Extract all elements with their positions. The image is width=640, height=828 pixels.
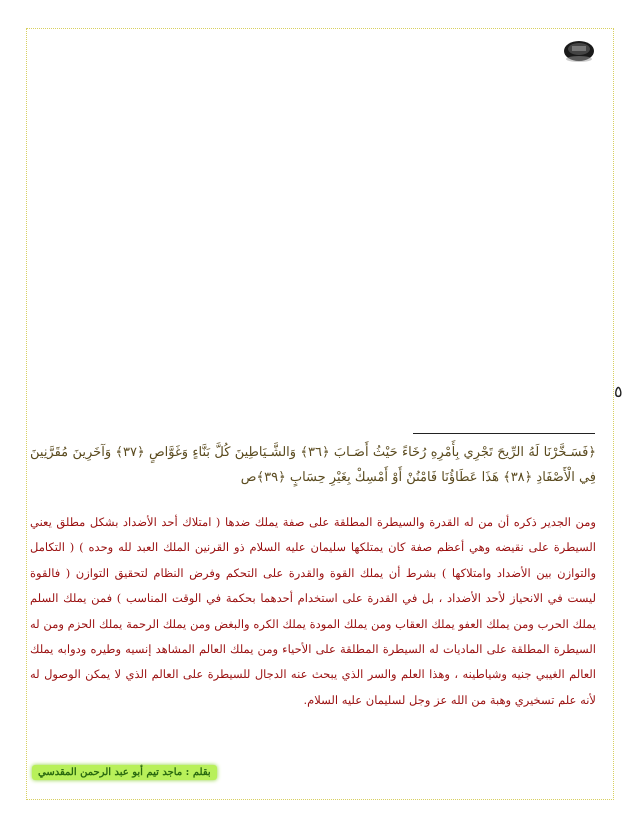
page-number: ٥ <box>614 382 623 401</box>
author-signature: بقلم : ماجد تيم أبو عبد الرحمن المقدسي <box>32 765 217 780</box>
body-paragraph: ومن الجدير ذكره أن من له القدرة والسيطرة المطلقة على صفة يملك ضدها ( امتلاك أحد الأضداد بشكل مطلق يعني السيطرة على نقيضه وهي أعظم صفة كان يمتلكها سليمان عليه السلام ذو القرنين الملك العبد لله وحده ) ( التكامل والتوازن بين الأضداد وامتلاكها ) بشرط أن يملك القوة والقدرة على التحكم وفرض النظام لتحقيق التوازن ( فالقوة ليست في الانحياز لأحد الأضداد ، بل في القدرة على استخدام أحدهما بحكمة في الوقت المناسب ) فمن يملك السلم يملك الحرب ومن يملك العفو يملك العقاب ومن يملك المودة يملك الكره والبغض ومن يملك الرحمة يملك الحزم ومن له السيطرة المطلقة على الماديات له السيطرة المطلقة على الأحياء ومن يملك العالم المشاهد إنسيه وطيره ودوابه يملك العالم الغيبي جنيه وشياطينه ، وهذا العلم والسر الذي يبحث عنه الدجال للسيطرة على العالم الذي لا يمكن الوصول له لأنه علم تسخيري وهبة من الله عز وجل لسليمان عليه السلام. <box>30 515 596 707</box>
divider-line <box>413 433 595 434</box>
logo-icon <box>563 37 595 63</box>
quran-verse: ﴿فَسَـخَّرْنَا لَهُ الرِّيحَ تَجْرِي بِأَمْرِهِ رُخَاءً حَيْثُ أَصَـابَ ﴿٣٦﴾ وَالشَّـيَاطِينَ كُلَّ بَنَّاءٍ وَغَوَّاصٍ ﴿٣٧﴾ وَآخَرِينَ مُقَرَّنِينَ فِي الْأَصْفَادِ ﴿٣٨﴾ هَذَا عَطَاؤُنَا فَامْنُنْ أَوْ أَمْسِكْ بِغَيْرِ حِسَابٍ ﴿٣٩﴾ص <box>30 445 596 485</box>
